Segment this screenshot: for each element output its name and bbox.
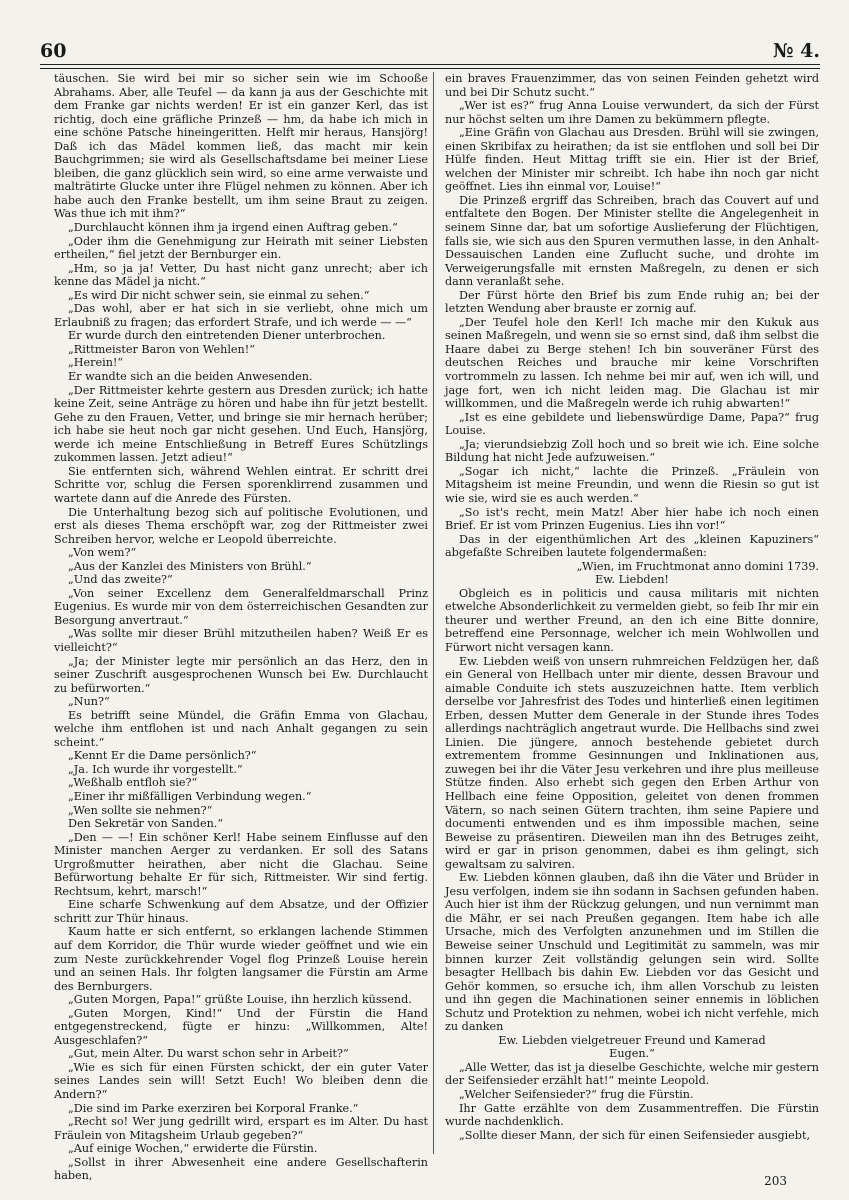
paragraph: „Wen sollte sie nehmen?“ [68,803,213,817]
paragraph: „Guten Morgen, Kind!“ Und der Fürstin die Hand entgegenstreckend, fügte er hinzu: „Willkommen, Alte! Ausgeschlafen?“ [54,1006,428,1047]
paragraph: Sie entfernten sich, während Wehlen eintrat. Er schritt drei Schritte vor, schlug die Fersen sporenklirrend zusammen und wartete dann auf die Anrede des Fürsten. [54,464,428,505]
paragraph: „So ist's recht, mein Matz! Aber hier habe ich noch einen Brief. Er ist vom Prinzen Eugenius. Lies ihn vor!“ [445,505,819,533]
paragraph: Kaum hatte er sich entfernt, so erklangen lachende Stimmen auf dem Korridor, die Thür wurde wieder geöffnet und wie ein zum Neste zurückkehrender Vogel flog Prinzeß Louise herein und an seinen Hals. Ihr folgten langsamer die Fürstin am Arme des Bernburgers. [54,925,428,993]
page-number: 60 [40,40,67,62]
paragraph: „Gut, mein Alter. Du warst schon sehr in Arbeit?“ [68,1047,349,1061]
paragraph: Es betrifft seine Mündel, die Gräfin Emma von Glachau, welche ihm entflohen ist und nach Anhalt gegangen zu sein scheint.“ [54,708,428,749]
paragraph: „Rittmeister Baron von Wehlen!“ [68,342,255,356]
paragraph: „Wie es sich für einen Fürsten schickt, der ein guter Vater seines Landes sein will! Setzt Euch! Wo bleiben denn die Andern?“ [54,1060,428,1102]
paragraph: „Ist es eine gebildete und liebenswürdige Dame, Papa?“ frug Louise. [445,410,819,438]
paragraph: Ew. Liebden können glauben, daß ihn die Väter und Brüder in Jesu verfolgen, indem sie ihn sodann in Sachsen gefunden haben. Auch hier ist ihm der Rückzug gelungen, und nun vernimmt man die Mähr, er sei nach Preußen gegangen. Item habe ich alle Ursache, mich des Verfolgten anzunehmen und im Stillen die Beweise seiner Unschuld und Legitimität zu sammeln, was mir binnen kurzer Zeit vollständig gelungen sein wird. Sollte besagter Hellbach bis dahin Ew. Liebden vor das Gesicht und Gehör kommen, so ersuche ich, ihm allen Vorschub zu leisten und ihn gegen die Machinationen seiner ennemis in löblichen Schutz und Protektion zu nehmen, wobei ich nicht verfehle, mich zu danken [445,871,819,1034]
paragraph: täuschen. Sie wird bei mir so sicher sein wie im Schooße Abrahams. Aber, alle Teufel — da kann ja aus der Geschichte mit dem Franke gar nichts werden! Er ist ein ganzer Kerl, das ist richtig, doch eine gräfliche Prinzeß — hm, da habe ich mich in eine schöne Patsche hineingeritten. Helft mir heraus, Hansjörg! Daß ich das Mädel kommen ließ, das macht mir kein Bauchgrimmen; sie wird als Gesellschaftsdame bei meiner Liese bleiben, die ganz glücklich sein wird, so eine arme verwaiste und malträtirte Glucke unter ihre Flügel nehmen zu können. Aber ich habe auch den Franke bestellt, um ihm seine Braut zu zeigen. Was thue ich mit ihm?“ [54,72,428,221]
paragraph: „Hm, so ja ja! Vetter, Du hast nicht ganz unrecht; aber ich kenne das Mädel ja nicht.“ [54,261,428,289]
paragraph: Die Unterhaltung bezog sich auf politische Evolutionen, und erst als dieses Thema erschöpft war, zog der Rittmeister zwei Schreiben hervor, welche er Leopold überreichte. [54,505,428,546]
paragraph: „Ja; vierundsiebzig Zoll hoch und so breit wie ich. Eine solche Bildung hat nicht Jede aufzuweisen.“ [445,437,819,465]
footer-page-number: 203 [764,1174,787,1188]
header-rule-thin [40,68,820,69]
paragraph: „Auf einige Wochen,“ erwiderte die Fürstin. [68,1142,318,1156]
paragraph: Der Fürst hörte den Brief bis zum Ende ruhig an; bei der letzten Wendung aber brauste er zornig auf. [445,288,819,316]
page-header [40,40,820,66]
paragraph: „Nun?“ [68,695,110,709]
paragraph: „Durchlaucht können ihm ja irgend einen Auftrag geben.“ [68,221,398,235]
paragraph: „Oder ihm die Genehmigung zur Heirath mit seiner Liebsten ertheilen,“ fiel jetzt der Bernburger ein. [54,234,428,262]
paragraph: Das in der eigenthümlichen Art des „kleinen Kapuziners“ abgefaßte Schreiben lautete folgendermaßen: [445,532,819,560]
paragraph: „Einer ihr mißfälligen Verbindung wegen.“ [68,789,312,803]
paragraph: „Ja; der Minister legte mir persönlich an das Herz, den in seiner Zuschrift ausgesprochenen Wunsch bei Ew. Durchlaucht zu befürworten.“ [54,654,428,695]
paragraph: „Wer ist es?“ frug Anna Louise verwundert, da sich der Fürst nur höchst selten um ihre Damen zu bekümmern pflegte. [445,99,819,126]
paragraph: „Eine Gräfin von Glachau aus Dresden. Brühl will sie zwingen, einen Skribifax zu heirathen; da ist sie entflohen und soll bei Dir Hülfe finden. Heut Mittag trifft sie ein. Hier ist der Brief, welchen der Minister mir schreibt. Ich habe ihn noch gar nicht geöffnet. Lies ihn einmal vor, Louise!“ [445,126,819,194]
paragraph: „Wien, im Fruchtmonat anno domini 1739. [576,559,819,573]
paragraph: „Herein!“ [68,356,124,370]
paragraph: Ew. Liebden weiß von unsern ruhmreichen Feldzügen her, daß ein General von Hellbach unter mir diente, dessen Bravour und aimable Conduite ich stets auszuzeichnen hatte. Item verblich derselbe vor Jahresfrist des Todes und hinterließ einen legitimen Erben, dessen Mutter dem Generale in der Stunde ihres Todes allerdings nachträglich angetraut wurde. Die Hellbachs sind zwei Linien. Die jüngere, annoch bestehende gebietet durch extrementem fromme Gesinnungen und Inklinationen aus, zuwegen bei ihr die Väter Jesu verkehren und ihre plus meilleuse Stütze finden. Also erhebt sich gegen den Erben Arthur von Hellbach eine feine Opposition, geleitet von denen frommen Vätern, so nach seinen Gütern trachten, ihm seine Papiere und documenti entwenden und es ihm impossible machen, seine Beweise zu präsentiren. Dieweilen man ihn des Betruges zeiht, wird er gar in prison genommen, dabei es ihm gelingt, sich gewaltsam zu salviren. [445,654,819,871]
left-column [54,72,428,1183]
paragraph: „Von wem?“ [68,546,137,560]
paragraph: „Es wird Dir nicht schwer sein, sie einmal zu sehen.“ [68,288,370,302]
paragraph: „Der Rittmeister kehrte gestern aus Dresden zurück; ich hatte keine Zeit, seine Anträge zu hören und habe ihn für jetzt bestellt. Gehe zu den Frauen, Vetter, und bringe sie mir hernach herüber; ich habe sie heut noch gar nicht gesehen. Und Euch, Hansjörg, werde ich meine Entschließung in Betreff Eures Schützlings zukommen lassen. Jetzt adieu!“ [54,383,428,465]
paragraph: ein braves Frauenzimmer, das von seinen Feinden gehetzt wird und bei Dir Schutz sucht.“ [445,72,819,99]
paragraph: Eine scharfe Schwenkung auf dem Absatze, und der Offizier schritt zur Thür hinaus. [54,898,428,925]
issue-number: № 4. [772,40,820,62]
paragraph: „Recht so! Wer jung gedrillt wird, erspart es im Alter. Du hast Fräulein von Mitagsheim Urlaub gegeben?“ [54,1115,428,1142]
header-rule [40,64,820,65]
paragraph: „Und das zweite?“ [68,573,173,587]
paragraph: „Alle Wetter, das ist ja dieselbe Geschichte, welche mir gestern der Seifensieder erzählt hat!“ meinte Leopold. [445,1060,819,1088]
paragraph: „Sollst in ihrer Abwesenheit eine andere Gesellschafterin haben, [54,1155,428,1183]
paragraph: „Was sollte mir dieser Brühl mitzutheilen haben? Weiß Er es vielleicht?“ [54,627,428,654]
paragraph: Eugen.“ [609,1047,655,1061]
paragraph: „Welcher Seifensieder?“ frug die Fürstin. [459,1088,694,1102]
paragraph: „Den — —! Ein schöner Kerl! Habe seinem Einflusse auf den Minister manchen Aerger zu verdanken. Er soll des Satans Urgroßmutter heirathen, aber nicht die Glachau. Seine Befürwortung behalte Er für sich, Rittmeister. Wir sind fertig. Rechtsum, kehrt, marsch!“ [54,830,428,898]
paragraph: Er wandte sich an die beiden Anwesenden. [68,370,313,384]
paragraph: Er wurde durch den eintretenden Diener unterbrochen. [68,329,386,343]
paragraph: „Von seiner Excellenz dem Generalfeldmarschall Prinz Eugenius. Es wurde mir von dem österreichischen Gesandten zur Besorgung anvertraut.“ [54,586,428,627]
paragraph: „Der Teufel hole den Kerl! Ich mache mir den Kukuk aus seinen Maßregeln, und wenn sie so ernst sind, daß ihm selbst die Haare dabei zu Berge stehen! Ich bin souveräner Fürst des deutschen Reiches und brauche mir keine Vorschriften vortrommeln zu lassen. Ich nehme bei mir auf, wen ich will, und jage fort, wen ich nicht leiden mag. Die Glachau ist mir willkommen, und die Maßregeln werde ich ruhig abwarten!“ [445,315,819,411]
paragraph: „Guten Morgen, Papa!“ grüßte Louise, ihn herzlich küssend. [68,993,412,1007]
paragraph: „Aus der Kanzlei des Ministers von Brühl.“ [68,559,312,573]
paragraph: „Ja. Ich wurde ihr vorgestellt.“ [68,762,243,776]
paragraph: „Weßhalb entfloh sie?“ [68,776,198,790]
paragraph: Ew. Liebden! [595,573,669,587]
paragraph: „Die sind im Parke exerziren bei Korporal Franke.“ [68,1101,359,1115]
paragraph: „Sogar ich nicht,“ lachte die Prinzeß. „Fräulein von Mitagsheim ist meine Freundin, und wenn die Riesin so gut ist wie sie, wird sie es auch werden.“ [445,464,819,505]
column-divider [433,72,434,1154]
paragraph: Ihr Gatte erzählte von dem Zusammentreffen. Die Fürstin wurde nachdenklich. [445,1101,819,1129]
paragraph: Die Prinzeß ergriff das Schreiben, brach das Couvert auf und entfaltete den Bogen. Der Minister stellte die Angelegenheit in seinem Sinne dar, bat um sofortige Auslieferung der Flüchtigen, falls sie, wie sich aus den Spuren vermuthen lasse, in den Anhalt-Dessauischen Landen eine Zuflucht suche, und drohte im Verweigerungsfalle mit ernsten Maßregeln, zu denen er sich dann veranlaßt sehe. [445,193,819,289]
paragraph: „Das wohl, aber er hat sich in sie verliebt, ohne mich um Erlaubniß zu fragen; das erfordert Strafe, und ich werde — —“ [54,302,428,329]
paragraph: Obgleich es in politicis und causa militaris mit nichten etwelche Absonderlichkeit zu vermelden giebt, so feib Ihr mir ein theurer und werther Freund, an den ich eine Bitte donnire, betreffend eine Personnage, welcher ich mein Wohlwollen und Fürwort nicht versagen kann. [445,586,819,654]
paragraph: Ew. Liebden vielgetreuer Freund und Kamerad [498,1033,766,1047]
paragraph: Den Sekretär von Sanden.“ [68,817,224,831]
right-column [445,72,819,1154]
paragraph: „Sollte dieser Mann, der sich für einen Seifensieder ausgiebt, [459,1128,811,1142]
paragraph: „Kennt Er die Dame persönlich?“ [68,749,257,763]
